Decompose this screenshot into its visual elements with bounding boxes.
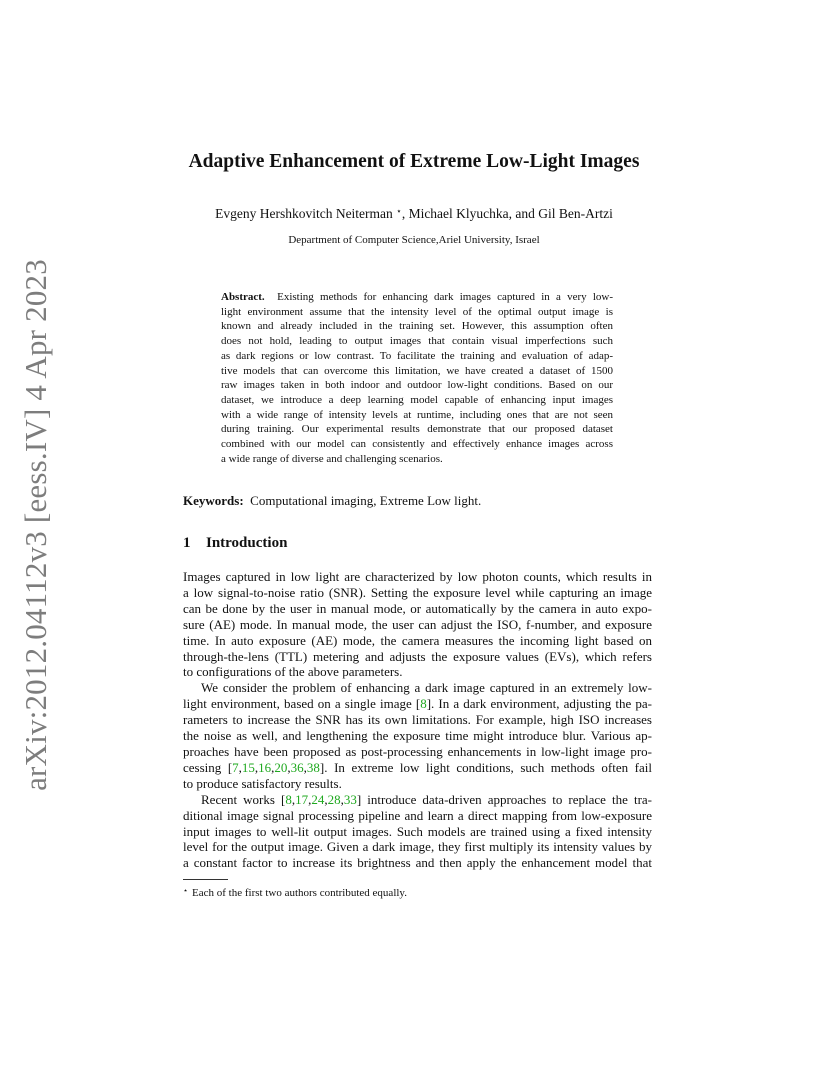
abstract-line: with a wide range of intensity levels at runtime, including ones that are not seen	[221, 408, 613, 421]
abstract-line: raw images taken in both indoor and outdoor low-light conditions. Based on our	[221, 379, 613, 392]
abstract-line: dataset, we introduce a deep learning model capable of enhancing input images	[221, 393, 613, 406]
body-line: ditional image signal processing pipeline and learn a direct mapping from low-exposure	[183, 807, 652, 823]
body-line: a constant factor to increase its brightness and then apply the enhancement model that	[183, 855, 652, 871]
arxiv-stamp	[10, 259, 62, 791]
body-text	[183, 569, 652, 871]
abstract-line: light environment assume that the intensity level of the optimal output image is	[221, 305, 613, 318]
body-line: through-the-lens (TTL) metering and adjusts the exposure values (EVs), which refers	[183, 648, 652, 664]
abstract-label: Abstract.	[221, 291, 265, 303]
citation-link[interactable]: 24	[311, 791, 325, 807]
citation-link[interactable]: 15	[241, 759, 255, 775]
body-line: can be done by the user in manual mode, or automatically by the camera in auto expo-	[183, 600, 652, 616]
affiliation: Department of Computer Science,Ariel University, Israel	[288, 234, 540, 246]
footnote-text: Each of the first two authors contributed equally.	[192, 887, 407, 899]
citation-link[interactable]: 16	[258, 759, 272, 775]
body-line: cessing [7,15,16,20,36,38]. In extreme low light conditions, such methods often fail	[183, 759, 652, 775]
citation-link[interactable]: 38	[306, 759, 320, 775]
citation-link[interactable]: 28	[327, 791, 341, 807]
body-line: Recent works [8,17,24,28,33] introduce data-driven approaches to replace the tra-	[201, 791, 653, 807]
author-rest: , Michael Klyuchka, and Gil Ben-Artzi	[401, 206, 613, 221]
body-line: to configurations of the above parameters.	[183, 664, 403, 680]
footnote-mark: ⋆	[183, 886, 189, 895]
section-heading	[183, 535, 287, 552]
keywords-label: Keywords:	[183, 493, 244, 508]
body-line: rameters to increase the SNR has its own limitations. For example, high ISO increases	[183, 712, 652, 728]
body-line: Images captured in low light are characterized by low photon counts, which results in	[183, 569, 652, 584]
abstract	[221, 290, 613, 466]
section-number: 1	[183, 535, 191, 551]
body-line: a low signal-to-noise ratio (SNR). Setting the exposure level while capturing an image	[183, 584, 652, 600]
abstract-line: does not hold, leading to output images that contain visual imperfections such	[221, 335, 613, 348]
author-first: Evgeny Hershkovitch Neiterman	[215, 206, 397, 221]
body-line: proaches have been proposed as post-processing enhancements in low-light image pro-	[183, 743, 652, 759]
body-line: input images to well-lit output images. Such models are trained using a fixed intensity	[183, 823, 652, 839]
abstract-line: Abstract. Existing methods for enhancing dark images captured in a very low-	[221, 291, 613, 303]
paper-title: Adaptive Enhancement of Extreme Low-Light Images	[188, 151, 640, 172]
abstract-line: during training. Our experimental results demonstrate that our proposed dataset	[221, 423, 613, 436]
footnote	[183, 886, 407, 899]
citation-link[interactable]: 36	[290, 759, 304, 775]
citation-link[interactable]: 20	[274, 759, 288, 775]
abstract-line: known and already included in the training set. However, this assumption often	[221, 320, 613, 333]
arxiv-stamp-text: arXiv:2012.04112v3 [eess.IV] 4 Apr 2023	[18, 259, 54, 791]
citation-link[interactable]: 17	[295, 791, 309, 807]
citation-link[interactable]: 8	[285, 791, 292, 807]
body-line: time. In auto exposure (AE) mode, the camera measures the incoming light based on	[183, 632, 652, 648]
abstract-line: a wide range of diverse and challenging scenarios.	[221, 452, 443, 465]
abstract-line: as dark regions or low contrast. To facilitate the training and evaluation of adap-	[221, 349, 613, 362]
author-footnote-mark: ⋆	[396, 206, 402, 216]
keywords-text: Computational imaging, Extreme Low light.	[250, 493, 482, 508]
abstract-line: tive models that can overcome this limitation, we have created a dataset of 1500	[221, 364, 613, 377]
footnote-rule	[183, 879, 228, 880]
body-line: We consider the problem of enhancing a dark image captured in an extremely low-	[201, 680, 652, 696]
citation-link[interactable]: 33	[343, 791, 357, 807]
body-line: to produce satisfactory results.	[183, 775, 342, 791]
body-line: level for the output image. Given a dark image, they first multiply its intensity values by	[183, 839, 652, 855]
citation-link[interactable]: 7	[232, 759, 239, 775]
abstract-line: combined with our model can consistently and effectively enhance images across	[221, 438, 613, 451]
author-list	[0, 206, 828, 222]
body-line: light environment, based on a single image [8]. In a dark environment, adjusting the pa-	[183, 696, 652, 712]
section-title: Introduction	[206, 535, 288, 551]
citation-link[interactable]: 8	[420, 696, 427, 712]
body-line: the noise as well, and lengthening the exposure time might introduce blur. Various ap-	[183, 728, 652, 744]
body-line: sure (AE) mode. In manual mode, the user can adjust the ISO, f-number, and exposure	[183, 616, 652, 632]
keywords	[183, 493, 481, 509]
